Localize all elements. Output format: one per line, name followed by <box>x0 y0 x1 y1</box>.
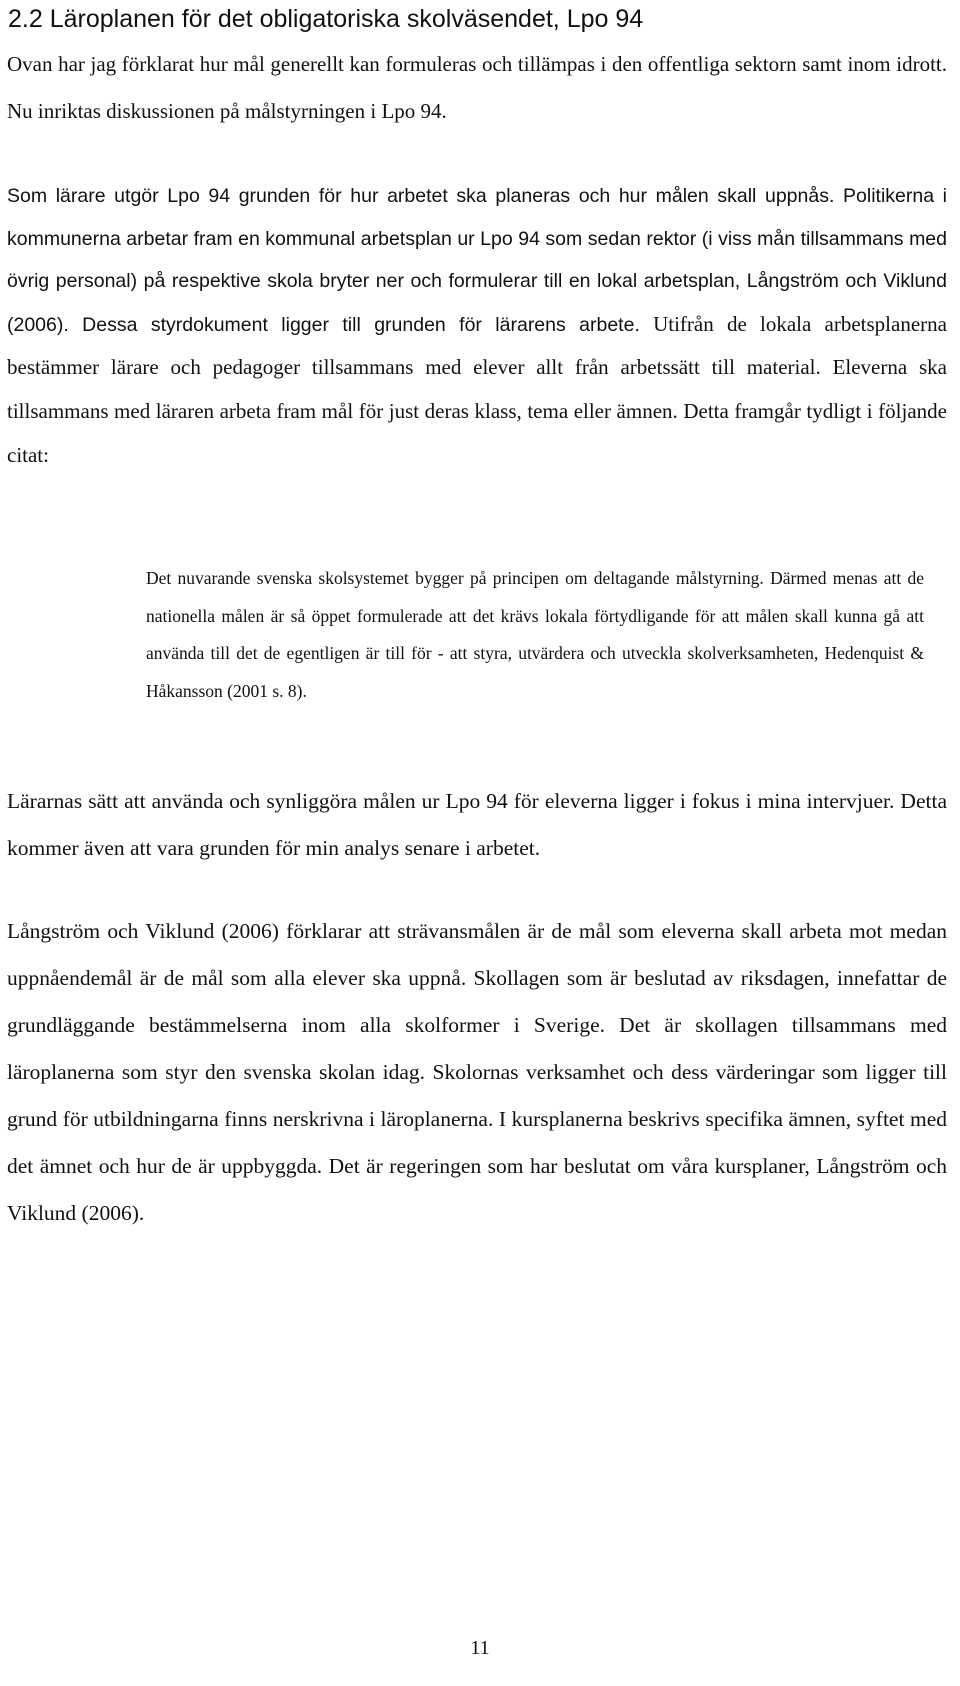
curriculum-paragraph: Långström och Viklund (2006) förklarar att strävansmålen är de mål som eleverna skall arbeta mot medan uppnåendemål är de mål som alla elever ska uppnå. Skollagen som är beslutad av riksdagen, innefattar de grundläggande bestämmelserna inom alla skolformer i Sverige. Det är skollagen tillsammans med läroplanerna som styr den svenska skolan idag. Skolornas verksamhet och dess värderingar som ligger till grund för utbildningarna finns nerskrivna i läroplanerna. I kursplanerna beskrivs specifika ämnen, syftet med det ämnet och hur de är uppbyggda. Det är regeringen som har beslutat om våra kursplaner, Långström och Viklund (2006). <box>7 919 947 1225</box>
paragraph-text-sans: Som lärare utgör Lpo 94 grunden för hur arbetet ska planeras och hur målen skall uppnås. Politikerna i kommunerna arbetar fram en kommunal arbetsplan ur Lpo 94 som sedan rektor (i viss mån tillsammans med övrig personal) på respektive skola bryter ner och formulerar till en lokal arbetsplan, Långström och Viklund (2006). Dessa styrdokument ligger till grunden för lärarens arbete. <box>7 185 947 336</box>
section-heading: 2.2 Läroplanen för det obligatoriska skolväsendet, Lpo 94 <box>8 5 644 33</box>
intro-paragraph: Ovan har jag förklarat hur mål generellt kan formuleras och tillämpas i den offentliga sektorn samt inom idrott. Nu inriktas diskussionen på målstyrningen i Lpo 94. <box>7 52 947 123</box>
block-quote: Det nuvarande svenska skolsystemet bygger på principen om deltagande målstyrning. Därmed menas att de nationella målen är så öppet formulerade att det krävs lokala förtydligande för att målen skall kunna gå att använda till det de egentligen är till för - att styra, utvärdera och utveckla skolverksamheten, Hedenquist & Håkansson (2001 s. 8). <box>146 568 924 701</box>
page-number: 11 <box>470 1637 490 1659</box>
paragraph-text-serif: Utifrån de lokala arbetsplanerna bestämmer lärare och pedagoger tillsammans med elever allt från arbetssätt till material. <box>7 311 947 380</box>
teachers-paragraph: Lärarnas sätt att använda och synliggöra målen ur Lpo 94 för eleverna ligger i fokus i mina intervjuer. Detta kommer även att vara grunden för min analys senare i arbetet. <box>7 789 947 860</box>
goal-steering-paragraph <box>7 175 947 477</box>
paragraph-text-serif-continued: Eleverna ska tillsammans med läraren arbeta fram mål för just deras klass, tema eller ämnen. Detta framgår tydligt i följande citat: <box>7 355 947 467</box>
